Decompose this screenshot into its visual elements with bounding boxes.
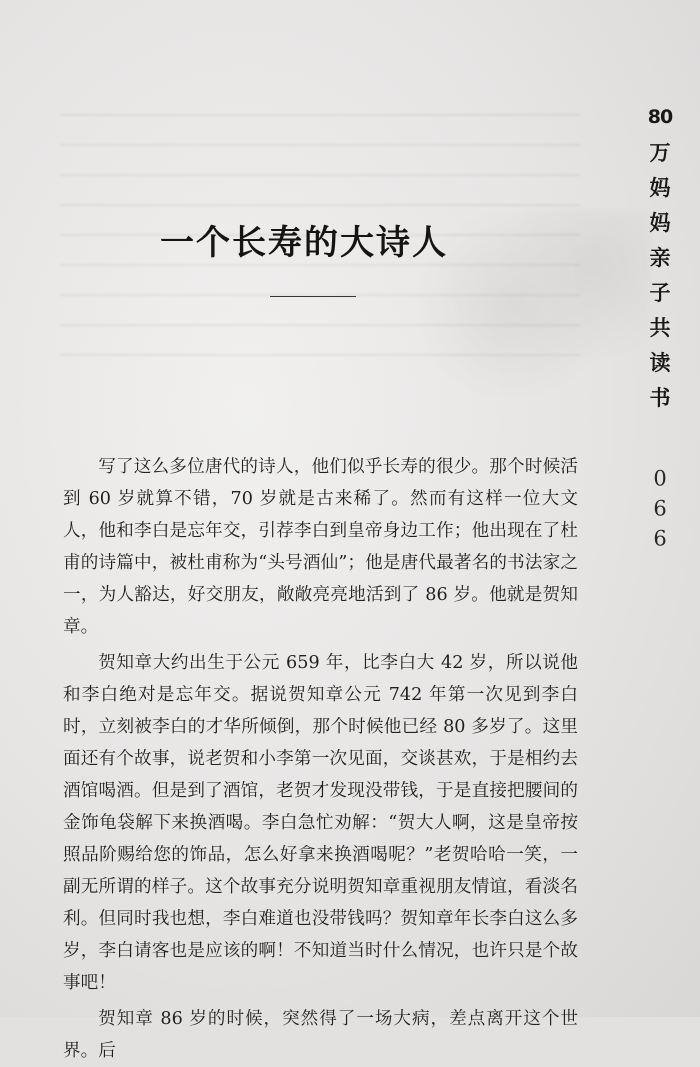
paragraph: 写了这么多位唐代的诗人，他们似乎长寿的很少。那个时候活到 60 岁就算不错，70 岁就是古来稀了。然而有这样一位大文人，他和李白是忘年交，引荐李白到皇帝身边工作；他出现在了杜甫的诗篇中，被杜甫称为“头号酒仙”；他是唐代最著名的书法家之一，为人豁达，好交朋友，敞敞亮亮地活到了 86 岁。他就是贺知章。 — [63, 457, 578, 637]
running-head — [645, 100, 675, 415]
chapter-title: 一个长寿的大诗人 — [160, 223, 448, 263]
page-number — [646, 462, 674, 552]
body-text — [63, 451, 578, 1067]
bleed-through-illustration — [420, 210, 650, 400]
page-number-digit: 9 — [653, 525, 667, 549]
title-underline — [270, 296, 356, 297]
running-head-text: 万妈妈亲子共读书 — [649, 140, 671, 410]
paragraph: 贺知章大约出生于公元 659 年，比李白大 42 岁，所以说他和李白绝对是忘年交。据说贺知章公元 742 年第一次见到李白时，立刻被李白的才华所倾倒，那个时候他已经 80 多岁了。这里面还有个故事，说老贺和小李第一次见面，交谈甚欢，于是相约去酒馆喝酒。但是到了酒馆，老贺才发现没带钱，于是直接把腰间的金饰龟袋解下来换酒喝。李白急忙劝解：“贺大人啊，这是皇帝按照品阶赐给您的饰品，怎么好拿来换酒喝呢？”老贺哈哈一笑，一副无所谓的样子。这个故事充分说明贺知章重视朋友情谊，看淡名利。但同时我也想，李白难道也没带钱吗？贺知章年长李白这么多岁，李白请客也是应该的啊！不知道当时什么情况，也许只是个故事吧！ — [63, 653, 578, 993]
page-number-digit: 0 — [653, 465, 667, 489]
page-number-digit: 9 — [653, 495, 667, 519]
paragraph: 贺知章 86 岁的时候，突然得了一场大病，差点离开这个世界。后 — [63, 1009, 578, 1061]
running-head-number: 80 — [647, 106, 673, 128]
